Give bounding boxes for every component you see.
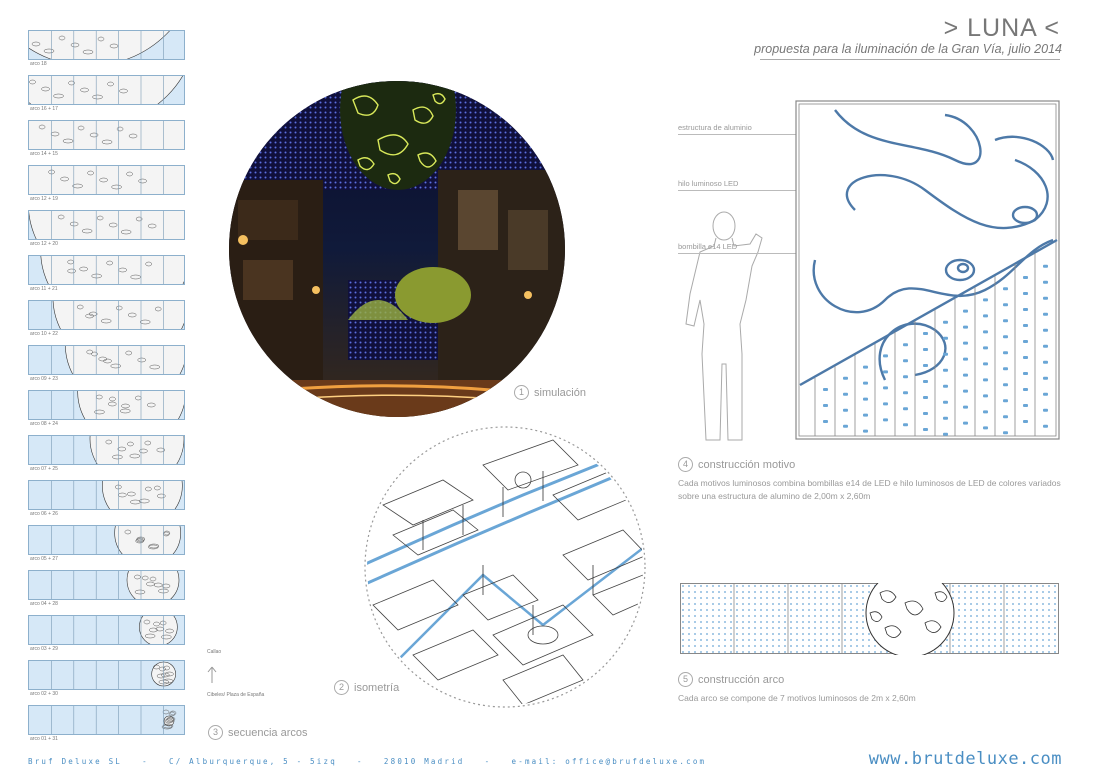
isometric-map	[363, 425, 647, 709]
led-bulb-icon	[1003, 351, 1008, 354]
led-bulb-icon	[823, 404, 828, 407]
led-bulb-icon	[923, 364, 928, 367]
led-bulb-icon	[983, 298, 988, 301]
led-bulb-icon	[943, 337, 948, 340]
arc-strip-label: arco 16 + 17	[30, 106, 58, 112]
led-bulb-icon	[1023, 372, 1028, 375]
led-bulb-icon	[903, 391, 908, 394]
arc-strip-label: arco 10 + 22	[30, 331, 58, 337]
arc-strip	[28, 660, 185, 690]
led-bulb-icon	[903, 375, 908, 378]
led-bulb-icon	[1003, 383, 1008, 386]
led-bulb-icon	[943, 433, 948, 436]
led-bulb-icon	[1003, 335, 1008, 338]
section-2-label: isometría	[354, 681, 400, 694]
section-4-description: Cada motivos luminosos combina bombillas e14 de LED e hilo luminosos de LED de colores variados sobre una estructura de alumino de 2,00m x 2,60m	[678, 478, 1061, 501]
arc-strip	[28, 300, 185, 330]
page-title: > LUNA <	[943, 14, 1060, 42]
arc-strip-label: arco 12 + 19	[30, 196, 58, 202]
led-bulb-icon	[1043, 297, 1048, 300]
led-bulb-icon	[983, 330, 988, 333]
led-bulb-icon	[923, 348, 928, 351]
led-bulb-icon	[963, 390, 968, 393]
led-bulb-icon	[923, 396, 928, 399]
led-bulb-icon	[1023, 324, 1028, 327]
section-3-number: 3	[208, 725, 223, 740]
led-bulb-icon	[1043, 425, 1048, 428]
led-bulb-icon	[863, 366, 868, 369]
led-bulb-icon	[923, 428, 928, 431]
simulation-photo	[228, 80, 566, 418]
led-bulb-icon	[1023, 356, 1028, 359]
arc-strip	[28, 75, 185, 105]
led-bulb-icon	[1043, 393, 1048, 396]
led-bulb-icon	[983, 378, 988, 381]
callout-line-hilo	[678, 190, 796, 191]
section-1-heading	[514, 384, 586, 402]
page-subtitle: propuesta para la iluminación de la Gran Vía, julio 2014	[754, 42, 1062, 56]
led-bulb-icon	[943, 369, 948, 372]
arc-construction-drawing	[680, 583, 1060, 655]
led-bulb-icon	[923, 332, 928, 335]
led-bulb-icon	[883, 386, 888, 389]
callout-bombilla: bombilla e14 LED	[678, 242, 738, 251]
arc-strip	[28, 615, 185, 645]
arc-strip	[28, 705, 185, 735]
led-bulb-icon	[923, 380, 928, 383]
arc-strip	[28, 165, 185, 195]
led-bulb-icon	[883, 370, 888, 373]
led-bulb-icon	[963, 422, 968, 425]
section-2-heading	[334, 679, 399, 697]
arc-strip	[28, 525, 185, 555]
callout-aluminio: estructura de aluminio	[678, 123, 752, 132]
callout-hilo: hilo luminoso LED	[678, 179, 739, 188]
arc-strip	[28, 390, 185, 420]
led-bulb-icon	[1043, 345, 1048, 348]
arc-strip	[28, 480, 185, 510]
led-bulb-icon	[983, 314, 988, 317]
led-bulb-icon	[1043, 265, 1048, 268]
section-3-label: secuencia arcos	[228, 726, 308, 739]
arc-strip-label: arco 02 + 30	[30, 691, 58, 697]
direction-arrow-icon	[207, 666, 217, 684]
direction-south-label: Cibeles/ Plaza de España	[207, 692, 265, 698]
led-bulb-icon	[963, 374, 968, 377]
led-bulb-icon	[943, 417, 948, 420]
arc-strip	[28, 345, 185, 375]
led-bulb-icon	[1023, 388, 1028, 391]
led-bulb-icon	[1043, 361, 1048, 364]
title-divider	[760, 59, 1060, 60]
led-bulb-icon	[1043, 377, 1048, 380]
led-bulb-icon	[983, 346, 988, 349]
led-bulb-icon	[943, 385, 948, 388]
footer-contact: Bruf Deluxe SL - C/ Alburquerque, 5 - 5izq - 28010 Madrid - e-mail: office@brufdeluxe.com	[28, 757, 707, 766]
arc-strip-label: arco 14 + 15	[30, 151, 58, 157]
arc-sequence	[0, 0, 200, 740]
arc-strip	[28, 30, 185, 60]
led-bulb-icon	[843, 409, 848, 412]
led-bulb-icon	[1003, 287, 1008, 290]
arc-strip-label: arco 08 + 24	[30, 421, 58, 427]
led-bulb-icon	[863, 382, 868, 385]
led-bulb-icon	[1003, 303, 1008, 306]
section-5-number: 5	[678, 672, 693, 687]
led-bulb-icon	[823, 420, 828, 423]
led-bulb-icon	[1023, 292, 1028, 295]
led-bulb-icon	[1023, 404, 1028, 407]
direction-north-label: Callao	[207, 649, 222, 655]
led-bulb-icon	[1043, 409, 1048, 412]
led-bulb-icon	[943, 401, 948, 404]
led-bulb-icon	[963, 406, 968, 409]
arc-strip	[28, 570, 185, 600]
led-bulb-icon	[883, 402, 888, 405]
led-bulb-icon	[1003, 415, 1008, 418]
led-bulb-icon	[1043, 313, 1048, 316]
led-bulb-icon	[903, 407, 908, 410]
led-bulb-icon	[943, 353, 948, 356]
section-5-label: construcción arco	[698, 673, 785, 686]
led-bulb-icon	[1023, 308, 1028, 311]
led-bulb-icon	[1003, 399, 1008, 402]
arc-strip-label: arco 09 + 23	[30, 376, 58, 382]
section-1-number: 1	[514, 385, 529, 400]
section-2-number: 2	[334, 680, 349, 695]
arc-strip-label: arco 01 + 31	[30, 736, 58, 742]
led-bulb-icon	[983, 362, 988, 365]
led-bulb-icon	[1043, 281, 1048, 284]
led-bulb-icon	[863, 398, 868, 401]
arc-strip-label: arco 11 + 21	[30, 286, 58, 292]
led-bulb-icon	[843, 425, 848, 428]
callout-line-aluminio	[678, 134, 796, 135]
led-bulb-icon	[963, 358, 968, 361]
led-bulb-icon	[983, 426, 988, 429]
arc-strip	[28, 255, 185, 285]
led-bulb-icon	[1023, 276, 1028, 279]
led-bulb-icon	[1003, 367, 1008, 370]
section-4-number: 4	[678, 457, 693, 472]
led-bulb-icon	[843, 377, 848, 380]
arc-strip-label: arco 04 + 28	[30, 601, 58, 607]
arc-strip-label: arco 18	[30, 61, 47, 67]
led-bulb-icon	[943, 321, 948, 324]
section-4-heading	[678, 456, 795, 474]
arc-strip	[28, 435, 185, 465]
human-scale-figure	[672, 204, 772, 444]
led-bulb-icon	[963, 342, 968, 345]
arc-strip-label: arco 05 + 27	[30, 556, 58, 562]
section-1-label: simulación	[534, 386, 586, 399]
led-bulb-icon	[903, 343, 908, 346]
section-5-description: Cada arco se compone de 7 motivos luminosos de 2m x 2,60m	[678, 693, 916, 703]
led-bulb-icon	[883, 354, 888, 357]
led-bulb-icon	[963, 310, 968, 313]
led-bulb-icon	[903, 359, 908, 362]
led-bulb-icon	[863, 430, 868, 433]
led-bulb-icon	[1003, 319, 1008, 322]
motif-construction-drawing	[795, 100, 1060, 440]
arc-strip	[28, 120, 185, 150]
led-bulb-icon	[843, 393, 848, 396]
arc-strip-label: arco 12 + 20	[30, 241, 58, 247]
led-bulb-icon	[1003, 431, 1008, 434]
led-bulb-icon	[1023, 420, 1028, 423]
led-bulb-icon	[1043, 329, 1048, 332]
led-bulb-icon	[923, 412, 928, 415]
led-bulb-icon	[1023, 340, 1028, 343]
website-link[interactable]: www.brutdeluxe.com	[868, 749, 1062, 769]
section-3-heading	[208, 724, 308, 742]
led-bulb-icon	[863, 414, 868, 417]
arc-strip-label: arco 07 + 25	[30, 466, 58, 472]
led-bulb-icon	[983, 394, 988, 397]
led-bulb-icon	[903, 423, 908, 426]
led-bulb-icon	[983, 410, 988, 413]
arc-strip-label: arco 06 + 26	[30, 511, 58, 517]
arc-strip	[28, 210, 185, 240]
callout-line-bombilla	[678, 253, 796, 254]
arc-strip-label: arco 03 + 29	[30, 646, 58, 652]
section-5-heading	[678, 671, 784, 689]
led-bulb-icon	[963, 326, 968, 329]
led-bulb-icon	[883, 418, 888, 421]
section-4-label: construcción motivo	[698, 458, 796, 471]
led-bulb-icon	[823, 388, 828, 391]
